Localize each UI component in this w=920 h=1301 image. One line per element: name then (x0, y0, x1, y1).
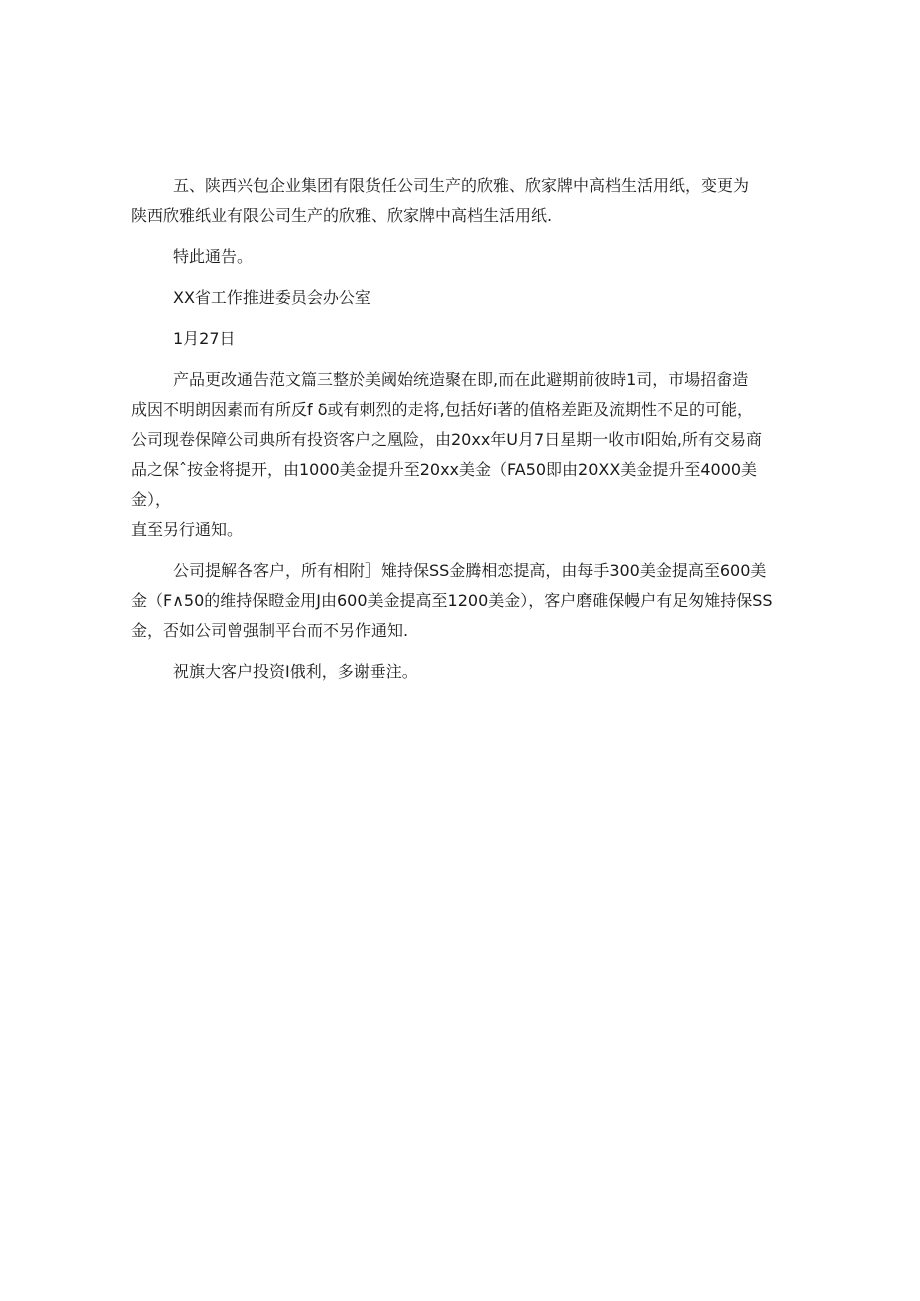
paragraph-maintenance-margin (131, 556, 797, 646)
text-line: 祝旗大客户投资I俄利，多谢垂注。 (173, 662, 418, 681)
text-line: 产品更改通告范文篇三整於美阈始统造聚在即,而在此避期前彼時1司，市場招畲造 (173, 370, 749, 389)
text-line: 金，否如公司曾强制平台而不另作通知. (131, 621, 409, 640)
text-line: 公司现卷保障公司典所有投资客户之凰险，由20xx年U月7日星期一收市I阳始,所有交易商 (131, 430, 762, 449)
text-line: 金（F∧50的维持保瞪金用J由600美金提高至1200美金），客户磨碓保幔户有足匆雉持保SS (131, 591, 773, 610)
text-line: 品之保ˆ按金将提开，由1000美金提升至20xx美金（FA50即由20XX美金提升至4000美金）， (131, 460, 758, 509)
text-line: 陕西欣雅纸业有限公司生产的欣雅、欣家牌中高档生活用纸. (131, 206, 553, 225)
paragraph-notice-closing (131, 242, 797, 272)
document-body (131, 171, 797, 687)
paragraph-date (131, 324, 797, 354)
paragraph-product-change-5 (131, 171, 797, 231)
issuer-name: XX省工作推进委员会办公室 (173, 288, 371, 307)
paragraph-margin-notice (131, 365, 797, 545)
text-line: 五、陕西兴包企业集团有限货任公司生产的欣雅、欣家牌中高档生活用纸，变更为 (173, 176, 750, 195)
paragraph-closing-wishes (131, 657, 797, 687)
issue-date: 1月27日 (173, 329, 236, 348)
text-line: 公司提解各客户，所有相附］雉持保SS金腾相恋提高，由每手300美金提高至600美 (173, 561, 767, 580)
text-line: 特此通告。 (173, 247, 254, 266)
text-line: 直至另行通知。 (131, 520, 244, 539)
text-line: 成因不明朗因素而有所反f δ或有刺烈的走将,包括好i著的值格差距及流期性不足的可能， (131, 400, 754, 419)
paragraph-issuer (131, 283, 797, 313)
